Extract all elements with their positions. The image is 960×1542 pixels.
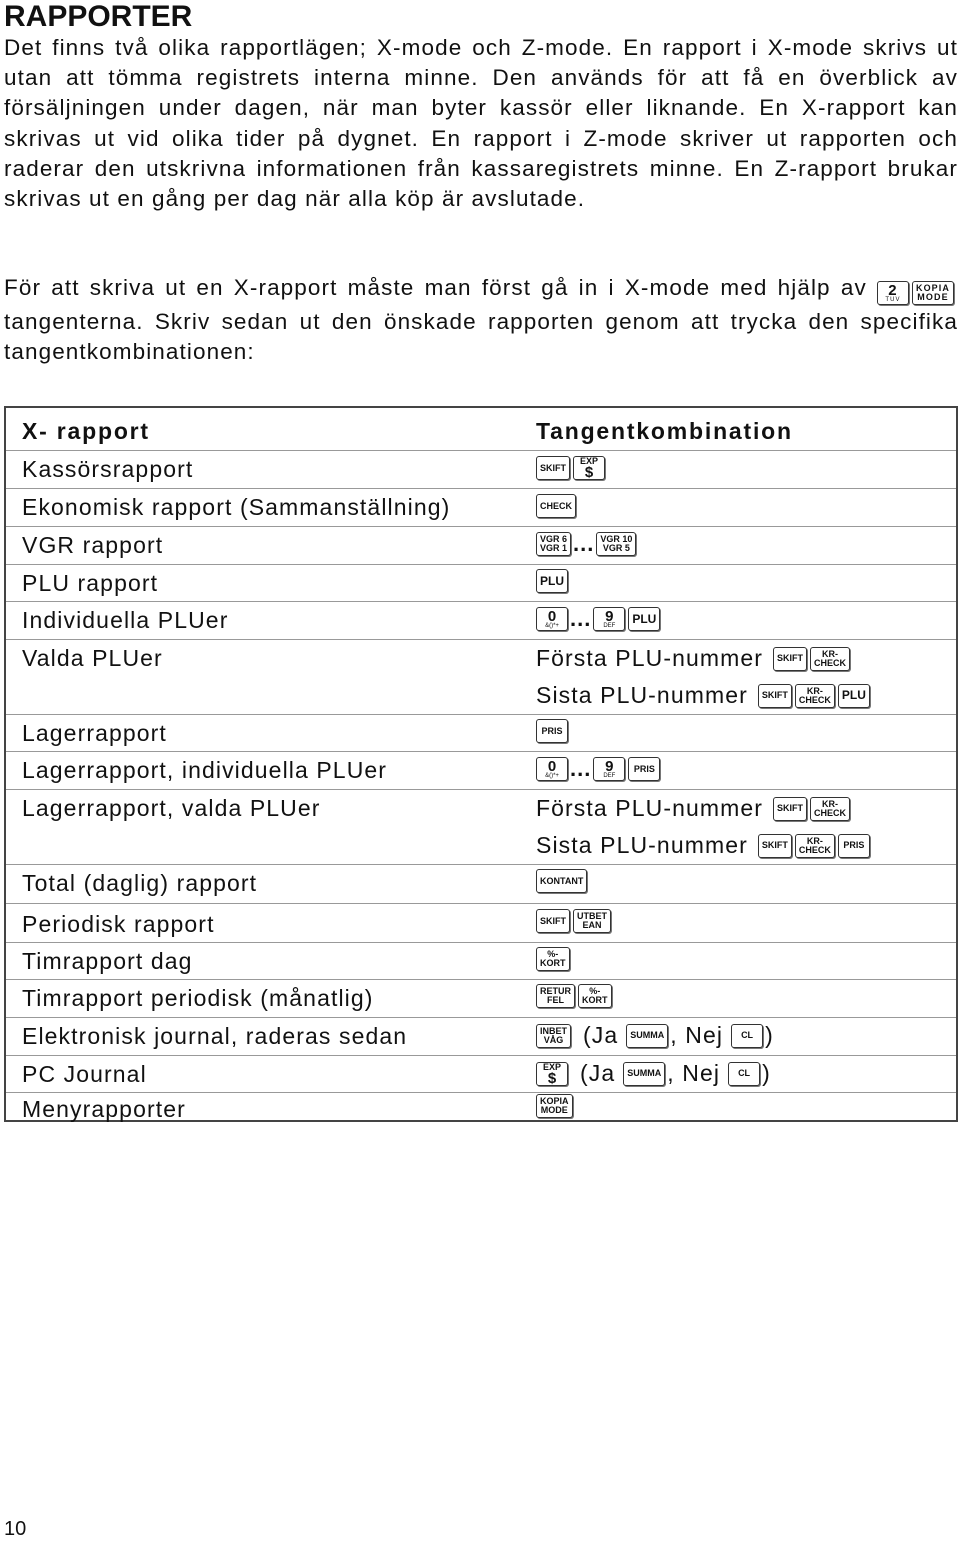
- table-row: [6, 640, 956, 715]
- col-header-keys: Tangentkombination: [536, 418, 793, 444]
- nej-text: , Nej: [670, 1022, 724, 1048]
- key-exp: EXP $: [573, 456, 605, 480]
- key-check: CHECK: [536, 494, 576, 518]
- key-retur-fel: RETUR FEL: [536, 984, 575, 1008]
- row-label: Lagerrapport, valda PLUer: [22, 795, 321, 821]
- key-vgr6-vgr1: VGR 6 VGR 1: [536, 532, 571, 556]
- row-label: Kassörsrapport: [22, 456, 194, 482]
- instruction-end: tangenterna. Skriv sedan ut den önskade rapporten genom att trycka den specifika tangentkombinationen:: [4, 309, 958, 365]
- key-combination: [536, 909, 611, 933]
- key-summa: SUMMA: [623, 1062, 665, 1086]
- key-plu: PLU: [838, 684, 870, 708]
- table-row: [6, 943, 956, 980]
- intro-paragraph: Det finns två olika rapportlägen; X-mode och Z-mode. En rapport i X-mode skrivs ut utan att tömma registrets interna minne. Den används för att få en överblick av försäljningen under dagen, när man byter kassör eller liknande. En X-rapport kan skrivas ut vid olika tider på dygnet. En rapport i Z-mode skriver ut rapporten och raderar den utskrivna informationen från kassaregistrets minne. En Z-rapport brukar skrivas ut en gång per dag när alla köp är avslutade.: [4, 35, 958, 212]
- key-combination: [536, 947, 570, 971]
- key-pris: PRIS: [838, 834, 870, 858]
- key-combination: [536, 531, 636, 557]
- key-combination-last: [536, 832, 870, 859]
- close-paren: ): [762, 1060, 771, 1086]
- first-plu-text: Första PLU-nummer: [536, 645, 764, 671]
- key-combination: [536, 719, 568, 743]
- key-combination-last: [536, 682, 870, 709]
- table-row: [6, 865, 956, 904]
- dots: ...: [570, 756, 592, 781]
- key-combination: [536, 606, 660, 632]
- row-label: Menyrapporter: [22, 1096, 186, 1122]
- key-kopia-mode: KOPIA MODE: [912, 281, 954, 305]
- key-kontant: KONTANT: [536, 869, 587, 893]
- row-label: Lagerrapport: [22, 720, 167, 746]
- key-vgr10-vgr5: VGR 10 VGR 5: [596, 532, 636, 556]
- dots: ...: [570, 606, 592, 631]
- key-skift: SKIFT: [758, 834, 792, 858]
- col-header-report: X- rapport: [22, 418, 150, 444]
- key-plu: PLU: [628, 607, 660, 631]
- table-row: [6, 715, 956, 752]
- row-label: Timrapport dag: [22, 948, 193, 974]
- key-kopia-mode: KOPIA MODE: [536, 1094, 573, 1118]
- row-label: Total (daglig) rapport: [22, 870, 258, 896]
- table-row: [6, 527, 956, 565]
- row-label: PLU rapport: [22, 570, 159, 596]
- key-combination: [536, 1094, 573, 1118]
- key-0: 0 &()*+: [536, 757, 568, 781]
- table-row: [6, 790, 956, 865]
- last-plu-text: Sista PLU-nummer: [536, 832, 748, 858]
- key-combination: [536, 456, 605, 480]
- key-skift: SKIFT: [536, 909, 570, 933]
- key-combination: [536, 984, 612, 1008]
- key-pct-kort: %- KORT: [578, 984, 612, 1008]
- table-row: [6, 602, 956, 640]
- key-pris: PRIS: [628, 757, 660, 781]
- row-label: Ekonomisk rapport (Sammanställning): [22, 494, 451, 520]
- instruction-start: För att skriva ut en X-rapport måste man först gå in i X-mode med hjälp av: [4, 275, 867, 300]
- key-skift: SKIFT: [773, 797, 807, 821]
- nej-text: , Nej: [667, 1060, 721, 1086]
- table-row: [6, 1056, 956, 1093]
- table-row: [6, 489, 956, 527]
- page-number: 10: [4, 1518, 27, 1540]
- key-plu: PLU: [536, 569, 568, 593]
- key-pct-kort: %- KORT: [536, 947, 570, 971]
- table-row: [6, 980, 956, 1018]
- table-row: [6, 565, 956, 602]
- key-utbet-ean: UTBET EAN: [573, 909, 611, 933]
- x-mode-keys: [877, 277, 954, 307]
- key-combination: [536, 569, 568, 593]
- table-row: [6, 1018, 956, 1056]
- key-pris: PRIS: [536, 719, 568, 743]
- key-cl: CL: [728, 1062, 760, 1086]
- row-label: Elektronisk journal, raderas sedan: [22, 1023, 408, 1049]
- report-table: [4, 406, 958, 1122]
- key-2: 2 TUV: [877, 281, 909, 305]
- close-paren: ): [765, 1022, 774, 1048]
- key-combination: [536, 756, 660, 782]
- row-label: VGR rapport: [22, 532, 164, 558]
- key-skift: SKIFT: [773, 647, 807, 671]
- dots: ...: [573, 531, 595, 556]
- key-combination: [536, 1022, 784, 1049]
- key-kr-check: KR- CHECK: [795, 834, 835, 858]
- key-inbet-vag: INBET VÅG: [536, 1024, 571, 1048]
- instruction-paragraph: [4, 273, 958, 368]
- table-row: [6, 451, 956, 489]
- table-row: [6, 904, 956, 943]
- table-row: [6, 1093, 956, 1120]
- key-combination-first: [536, 795, 850, 822]
- key-kr-check: KR- CHECK: [795, 684, 835, 708]
- row-label: Periodisk rapport: [22, 911, 215, 937]
- row-label: PC Journal: [22, 1061, 147, 1087]
- key-skift: SKIFT: [536, 456, 570, 480]
- key-summa: SUMMA: [626, 1024, 668, 1048]
- page-title: RAPPORTER: [4, 0, 193, 33]
- key-kr-check: KR- CHECK: [810, 797, 850, 821]
- key-combination: [536, 869, 587, 893]
- table-row: [6, 752, 956, 790]
- row-label: Timrapport periodisk (månatlig): [22, 985, 374, 1011]
- key-skift: SKIFT: [758, 684, 792, 708]
- row-label: Lagerrapport, individuella PLUer: [22, 757, 388, 783]
- key-combination: [536, 494, 576, 518]
- ja-text: (Ja: [583, 1022, 619, 1048]
- last-plu-text: Sista PLU-nummer: [536, 682, 748, 708]
- key-combination-first: [536, 645, 850, 672]
- key-kr-check: KR- CHECK: [810, 647, 850, 671]
- ja-text: (Ja: [580, 1060, 616, 1086]
- key-cl: CL: [731, 1024, 763, 1048]
- key-9: 9 DEF: [593, 757, 625, 781]
- key-exp: EXP $: [536, 1062, 568, 1086]
- table-header: [6, 408, 956, 451]
- key-combination: [536, 1060, 781, 1087]
- first-plu-text: Första PLU-nummer: [536, 795, 764, 821]
- row-label: Valda PLUer: [22, 645, 163, 671]
- key-9: 9 DEF: [593, 607, 625, 631]
- row-label: Individuella PLUer: [22, 607, 229, 633]
- key-0: 0 &()*+: [536, 607, 568, 631]
